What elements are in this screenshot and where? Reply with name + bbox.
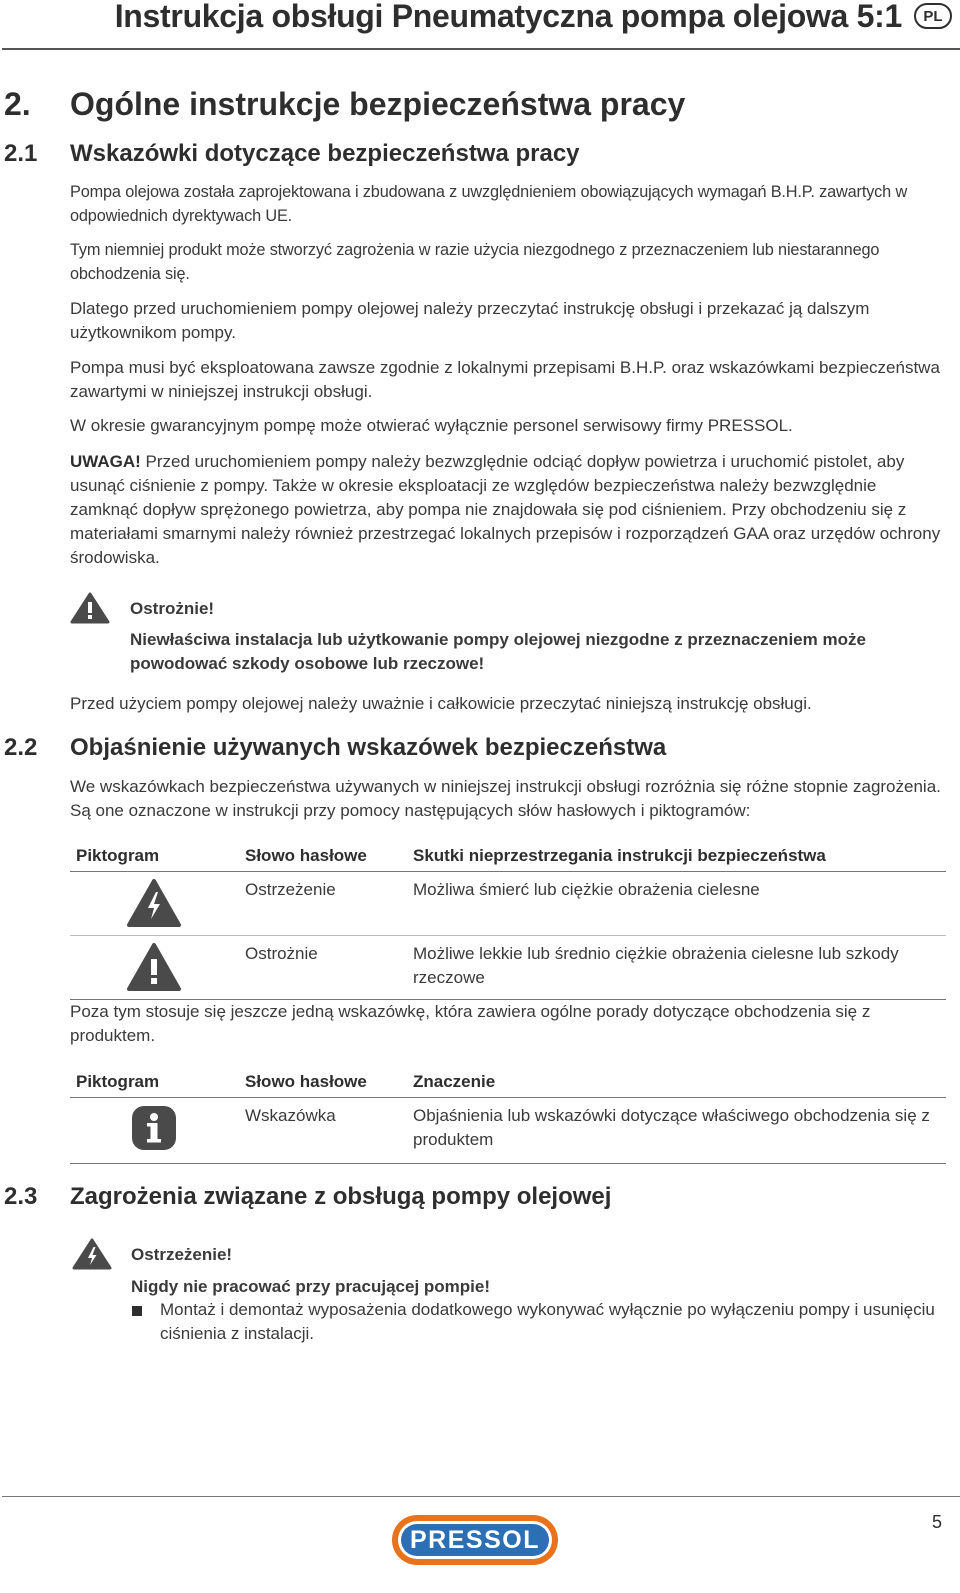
paragraph: Przed użyciem pompy olejowej należy uważnie i całkowicie przeczytać niniejszą instrukcję obsługi.: [70, 694, 812, 713]
info-icon: [130, 1104, 178, 1152]
lightning-warning-icon: [72, 1238, 112, 1270]
signal-effect: Możliwa śmierć lub ciężkie obrażenia cielesne: [413, 880, 760, 899]
lightning-warning-icon: [126, 878, 182, 928]
caution-text: Niewłaściwa instalacja lub użytkowanie pompy olejowej niezgodne z przeznaczeniem może powodować szkody osobowe lub rzeczowe!: [130, 630, 866, 673]
uwaga-label: UWAGA!: [70, 452, 141, 471]
table-row: [70, 1098, 946, 1164]
table-header-cell: Znaczenie: [407, 1066, 946, 1098]
subsection-title: Objaśnienie używanych wskazówek bezpieczeństwa: [70, 734, 667, 761]
paragraph: Dlatego przed uruchomieniem pompy olejowej należy przeczytać instrukcję obsługi i przekazać ją dalszym użytkownikom pompy.: [70, 299, 870, 342]
logo-text: PRESSOL: [410, 1526, 540, 1554]
exclamation-warning-icon: [70, 592, 110, 624]
signal-word: Ostrzeżenie: [245, 880, 336, 899]
paragraph: Pompa olejowa została zaprojektowana i zbudowana z uwzględnieniem obowiązujących wymagań B.H.P. zawartych w odpowiednich dyrektywach UE.: [70, 183, 908, 225]
warning-text: Nigdy nie pracować przy pracującej pompie!: [131, 1277, 490, 1296]
language-badge: PL: [914, 3, 952, 29]
uwaga-text: Przed uruchomieniem pompy należy bezwzględnie odciąć dopływ powietrza i uruchomić pistolet, aby usunąć ciśnienie z pompy. Także w okresie eksploatacji ze względów bezpieczeństwa należy bezwzględnie zamknąć dopływ sprężonego powietrza, aby pompa nie znajdowała się pod ciśnieniem. Przy obchodzeniu się z materiałami smarnymi należy również przestrzegać lokalnych przepisów i rozporządzeń GAA oraz urzędów ochrony środowiska.: [70, 452, 941, 567]
signal-words-table: [70, 840, 946, 1000]
uwaga-paragraph: [70, 450, 946, 570]
table-header-cell: Piktogram: [70, 840, 239, 872]
paragraph: W okresie gwarancyjnym pompę może otwierać wyłącznie personel serwisowy firmy PRESSOL.: [70, 416, 793, 435]
bullet-item: Montaż i demontaż wyposażenia dodatkowego wykonywać wyłącznie po wyłączeniu pompy i usunięciu ciśnienia z instalacji.: [160, 1300, 935, 1343]
document-header-title: Instrukcja obsługi Pneumatyczna pompa olejowa 5:1: [114, 0, 902, 34]
subsection-title: Wskazówki dotyczące bezpieczeństwa pracy: [70, 140, 580, 167]
hint-table: [70, 1066, 946, 1164]
caution-title: Ostrożnie!: [130, 599, 215, 618]
signal-word: Wskazówka: [245, 1106, 336, 1125]
subsection-number: 2.2: [4, 734, 38, 761]
paragraph: We wskazówkach bezpieczeństwa używanych w niniejszej instrukcji obsługi rozróżnia się różne stopnie zagrożenia. Są one oznaczone w instrukcji przy pomocy następujących słów hasłowych i piktogramów:: [70, 777, 941, 820]
subsection-title: Zagrożenia związane z obsługą pompy olejowej: [70, 1183, 612, 1210]
signal-effect: Objaśnienia lub wskazówki dotyczące właściwego obchodzenia się z produktem: [413, 1106, 930, 1149]
table-row: [70, 936, 946, 1000]
section-number: 2.: [4, 86, 31, 122]
warning-title: Ostrzeżenie!: [131, 1245, 233, 1264]
section-title: Ogólne instrukcje bezpieczeństwa pracy: [70, 86, 686, 122]
table-row: [70, 872, 946, 936]
bullet-marker: [132, 1306, 142, 1316]
table-header-cell: Piktogram: [70, 1066, 239, 1098]
paragraph: Tym niemniej produkt może stworzyć zagrożenia w razie użycia niezgodnego z przeznaczeniem lub niestarannego obchodzenia się.: [70, 241, 880, 283]
footer-divider: [2, 1496, 960, 1497]
subsection-number: 2.1: [4, 140, 38, 167]
page-number: 5: [931, 1512, 942, 1532]
table-header-cell: Słowo hasłowe: [239, 840, 407, 872]
signal-word: Ostrożnie: [245, 944, 318, 963]
paragraph: Pompa musi być eksploatowana zawsze zgodnie z lokalnymi przepisami B.H.P. oraz wskazówkami bezpieczeństwa zawartymi w niniejszej instrukcji obsługi.: [70, 358, 940, 401]
table-header-cell: Słowo hasłowe: [239, 1066, 407, 1098]
table-header-cell: Skutki nieprzestrzegania instrukcji bezpieczeństwa: [407, 840, 946, 872]
subsection-number: 2.3: [4, 1183, 38, 1210]
signal-effect: Możliwe lekkie lub średnio ciężkie obrażenia cielesne lub szkody rzeczowe: [413, 944, 899, 987]
header-divider: [2, 48, 960, 50]
exclamation-warning-icon: [126, 942, 182, 992]
paragraph: Poza tym stosuje się jeszcze jedną wskazówkę, która zawiera ogólne porady dotyczące obchodzenia się z produktem.: [70, 1002, 871, 1045]
